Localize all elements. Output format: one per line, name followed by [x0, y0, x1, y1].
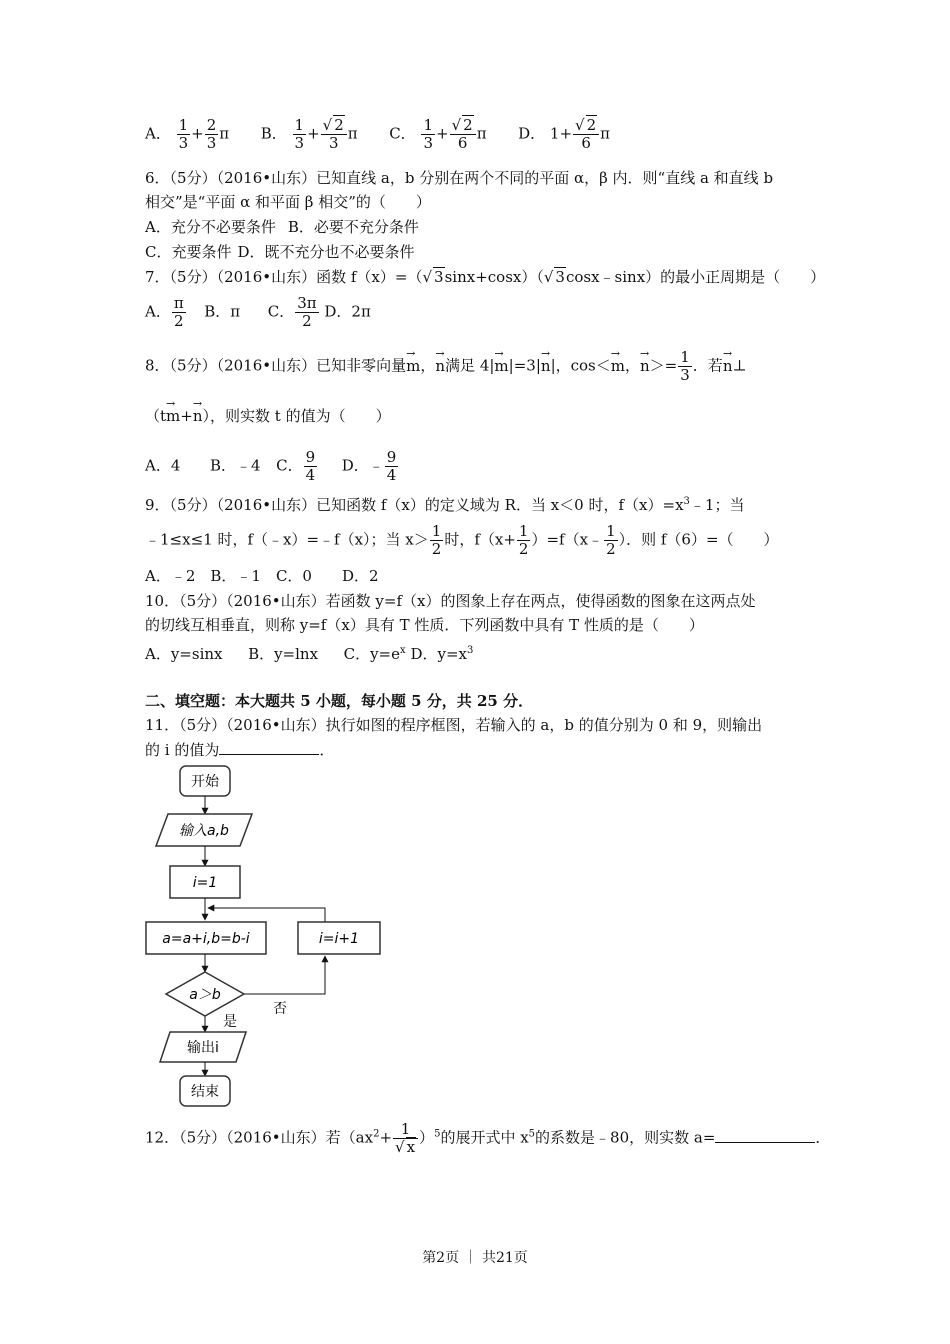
q10-line2: 的切线互相垂直，则称 y=f（x）具有 T 性质．下列函数中具有 T 性质的是（ ）: [145, 616, 704, 634]
q5-options: [145, 118, 610, 151]
q6-options-ab: [145, 216, 419, 238]
q9-line2: ﹣1≤x≤1 时，f（﹣x）=﹣f（x）；当 x＞ $\frac{1}{2}$ 时，f（x+ $\frac{1}{2}$ ）=f（x﹣ $\frac{1}{2}$ ）．则 f（6）=（ ）: [145, 522, 779, 558]
q5-b-frac1: $\frac{1}{3}$: [294, 116, 305, 152]
q7-c-frac: $\frac{3\pi}{2}$: [297, 294, 317, 330]
q12-frac: $\frac{1}{√ x}$: [393, 1122, 418, 1155]
q10-opt-b: B．y=lnx: [248, 645, 319, 663]
flow-end-label: 结束: [191, 1084, 219, 1100]
flow-increment-label: i=i+1: [318, 931, 360, 947]
q7-opt-b: B．π: [204, 302, 241, 321]
q12-stem: 12．（5分）（2016•山东）若（$ax^2+$ $\frac{1}{√ x}$ ）$^5$的展开式中 $x^5$的系数是﹣80，则实数 a= ．: [145, 1120, 831, 1156]
flow-increment-node: [298, 922, 380, 954]
q5-d-frac: $\frac{√ 2}{6}$: [573, 118, 599, 151]
q6-opt-d: D．既不充分也不必要条件: [237, 243, 415, 261]
q5-opt-d-label: D．: [518, 124, 546, 143]
q7-stem: 7．（5分）（2016•山东）函数 f（x）=（√ 3sinx+cosx）（√ 3cosx﹣sinx）的最小正周期是（ ）: [145, 268, 826, 286]
q9-frac-c: $\frac{1}{2}$: [606, 522, 616, 558]
flow-input-node: [156, 814, 252, 846]
q5-opt-b-label: B．: [260, 124, 287, 143]
q8-stem-line1: 8．（5分）（2016•山东）已知非零向量→ m，→ n满足 4|→ m|=3|→ n|，cos＜→ m，→ n＞= $\frac{1}{3}$ ．若→ n⊥: [145, 350, 747, 383]
q6-options-cd: [145, 241, 415, 263]
q12-answer-blank[interactable]: [715, 1128, 815, 1143]
flow-output-label: 输出i: [187, 1040, 219, 1056]
flow-init-label: i=1: [192, 875, 218, 891]
q5-b-pi: π: [347, 124, 358, 143]
q11-line2: 的 i 的值为 ．: [145, 741, 335, 759]
q8-frac-1-3: $\frac{1}{3}$: [680, 348, 690, 384]
q11-answer-blank[interactable]: [219, 740, 319, 755]
flow-yes-label: 是: [223, 1014, 237, 1030]
q5-c-frac2: $\frac{√ 2}{6}$: [450, 118, 476, 151]
q8-opt-b: B．﹣4: [209, 456, 261, 475]
q5-opt-a-label: A．: [145, 124, 171, 143]
q8-c-frac: $\frac{9}{4}$: [305, 448, 316, 484]
flow-update-label: a=a+i,b=b-i: [162, 931, 250, 947]
flow-no-label: 否: [273, 1001, 287, 1017]
flow-start-label: 开始: [191, 774, 219, 790]
q5-opt-c-label: C．: [389, 124, 416, 143]
flow-start-node: [180, 766, 230, 796]
q8-opt-d: D．﹣: [341, 456, 384, 475]
q8-opt-a: A．4: [145, 456, 181, 475]
flow-output-node: [160, 1032, 246, 1062]
q6-opt-a: A．充分不必要条件: [145, 218, 276, 236]
q10-opt-d: D．$y=x^3$: [410, 645, 474, 663]
flow-update-node: [146, 922, 266, 954]
q5-d-oneplus: 1+: [549, 124, 573, 143]
q5-a-frac2: $\frac{2}{3}$: [206, 116, 217, 152]
page-footer: 第2页 ｜ 共21页: [422, 1250, 528, 1266]
q10-options: [145, 640, 473, 665]
q8-d-frac: $\frac{9}{4}$: [386, 448, 397, 484]
q10-line1: 10．（5分）（2016•山东）若函数 y=f（x）的图象上存在两点，使得函数的图象在这两点处: [145, 592, 756, 610]
q9-options: A．﹣2 B．﹣1 C．0 D．2: [145, 567, 379, 585]
flow-condition-node: [166, 972, 244, 1016]
q7-opt-d: D．2π: [324, 302, 371, 321]
q5-c-frac1: $\frac{1}{3}$: [423, 116, 433, 152]
q7-opt-c: C．: [267, 302, 295, 321]
q5-a-frac1: $\frac{1}{3}$: [178, 116, 189, 152]
q10-opt-c: C．$y=e^x$: [343, 645, 406, 663]
q7-opt-a: A．: [145, 302, 171, 321]
q5-a-plus: +: [191, 124, 204, 143]
q5-b-plus: +: [307, 124, 320, 143]
flow-input-label: 输入a,b: [179, 823, 229, 839]
q7-options: [145, 296, 371, 329]
q7-a-frac: $\frac{\pi}{2}$: [173, 294, 184, 330]
q8-opt-c: C．: [276, 456, 303, 475]
q5-c-pi: π: [476, 124, 487, 143]
q9-frac-a: $\frac{1}{2}$: [431, 522, 442, 558]
flow-end-node: [180, 1076, 230, 1106]
q6-opt-b: B．必要不充分条件: [287, 218, 419, 236]
q5-d-pi: π: [600, 124, 611, 143]
q6-line2: 相交”是“平面 α 和平面 β 相交”的（ ）: [145, 193, 431, 211]
flow-condition-label: a＞b: [189, 987, 221, 1003]
q6-line1: 6．（5分）（2016•山东）已知直线 a，b 分别在两个不同的平面 α，β 内．则“直线 a 和直线 b: [145, 169, 774, 187]
q8-options: [145, 450, 399, 483]
q10-opt-a: A．y=sinx: [145, 645, 223, 663]
q5-b-frac2: $\frac{√ 2}{3}$: [321, 118, 347, 151]
flow-init-node: [170, 866, 240, 898]
q6-opt-c: C．充要条件: [145, 243, 232, 261]
q5-c-plus: +: [436, 124, 449, 143]
q11-line1: 11．（5分）（2016•山东）执行如图的程序框图，若输入的 a，b 的值分别为 0 和 9，则输出: [145, 716, 763, 734]
section-2-heading: 二、填空题：本大题共 5 小题，每小题 5 分，共 25 分．: [145, 692, 534, 710]
program-flowchart: [140, 762, 400, 1112]
q9-frac-b: $\frac{1}{2}$: [518, 522, 529, 558]
q5-a-pi: π: [219, 124, 230, 143]
q8-stem-line2: （t→ m+→ n），则实数 t 的值为（ ）: [145, 405, 391, 427]
q9-line1: 9．（5分）（2016•山东）已知函数 f（x）的定义域为 R．当 x＜0 时，$f(x)=x^3﹣1$；当: [145, 496, 745, 514]
